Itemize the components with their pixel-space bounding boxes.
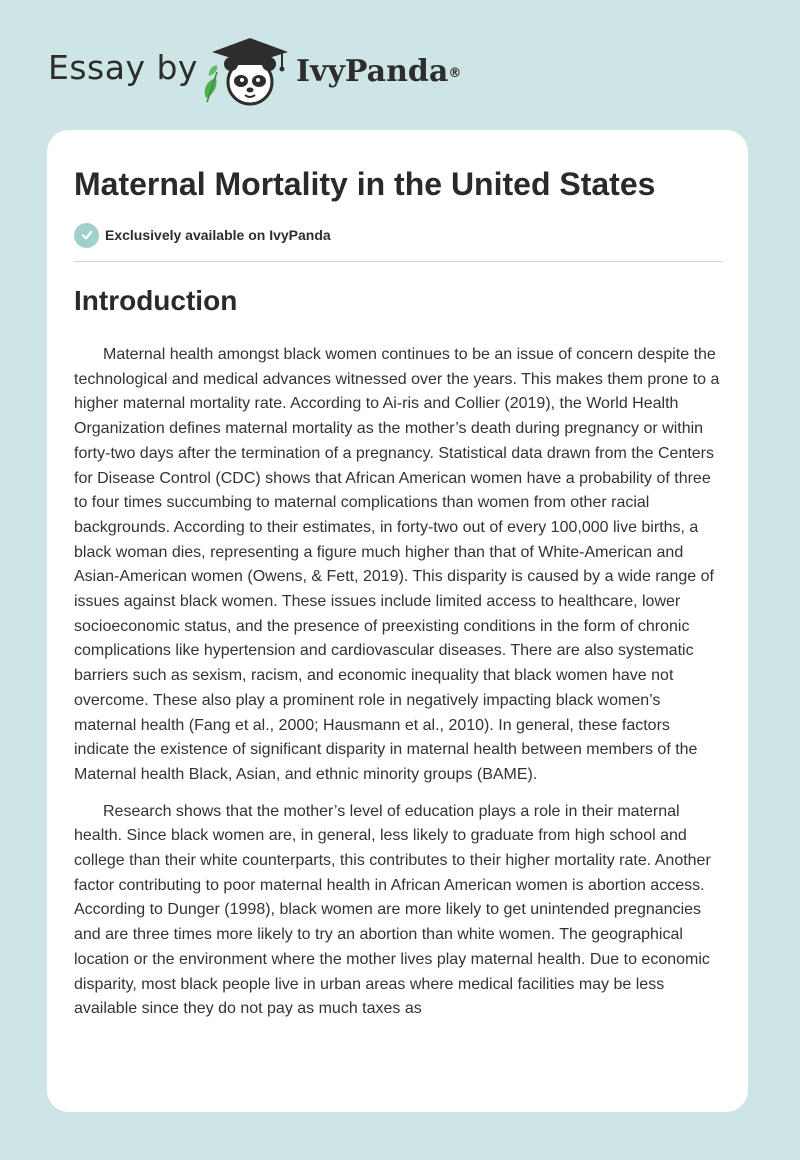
brand-name[interactable]	[296, 52, 461, 92]
trademark-symbol: ®	[448, 66, 462, 81]
check-icon	[74, 223, 99, 248]
divider	[74, 261, 723, 262]
article-body	[74, 343, 726, 1034]
essay-card	[47, 130, 748, 1112]
brand-prefix: Essay by	[48, 48, 198, 87]
exclusive-badge	[74, 222, 331, 248]
site-header	[0, 0, 800, 130]
paragraph: Maternal health amongst black women continues to be an issue of concern despite the technological and medical advances witnessed over the years. This makes them prone to a higher maternal mortality rate. According to Ai-ris and Collier (2019), the World Health Organization defines maternal mortality as the mother’s death during pregnancy or within forty-two days after the termination of a pregnancy. Statistical data drawn from the Centers for Disease Control (CDC) shows that African American women have a probability of three to four times succumbing to maternal complications than women from other racial backgrounds. According to their estimates, in forty-two out of every 100,000 live births, a black woman dies, representing a figure much higher than that of White-American and Asian-American women (Owens, & Fett, 2019). This disparity is caused by a wide range of issues against black women. These issues include limited access to healthcare, lower socioeconomic status, and the presence of preexisting conditions in the form of chronic complications like hypertension and cardiovascular diseases. There are also systematic barriers such as sexism, racism, and economic inequality that black women have not overcome. These also play a prominent role in negatively impacting black women’s maternal health (Fang et al., 2000; Hausmann et al., 2010). In general, these factors indicate the existence of significant disparity in maternal health between members of the Maternal health Black, Asian, and ethnic minority groups (BAME).	[74, 346, 720, 783]
page-title: Maternal Mortality in the United States	[74, 166, 656, 202]
section-heading-introduction: Introduction	[74, 285, 238, 316]
exclusive-label: Exclusively available on IvyPanda	[105, 227, 331, 243]
brand-name-text: IvyPanda	[296, 54, 449, 89]
paragraph: Research shows that the mother’s level of education plays a role in their maternal health. Since black women are, in general, less likely to graduate from high school and college than their white counterparts, this contributes to their higher mortality rate. Another factor contributing to poor maternal health in African American women is abortion access. According to Dunger (1998), black women are more likely to get unintended pregnancies and are three times more likely to try an abortion than white women. The geographical location or the environment where the mother lives play maternal health. Due to economic disparity, most black people live in urban areas where medical facilities may be less available since they do not pay as much taxes as	[74, 802, 711, 1018]
panda-logo-icon[interactable]	[200, 36, 294, 110]
